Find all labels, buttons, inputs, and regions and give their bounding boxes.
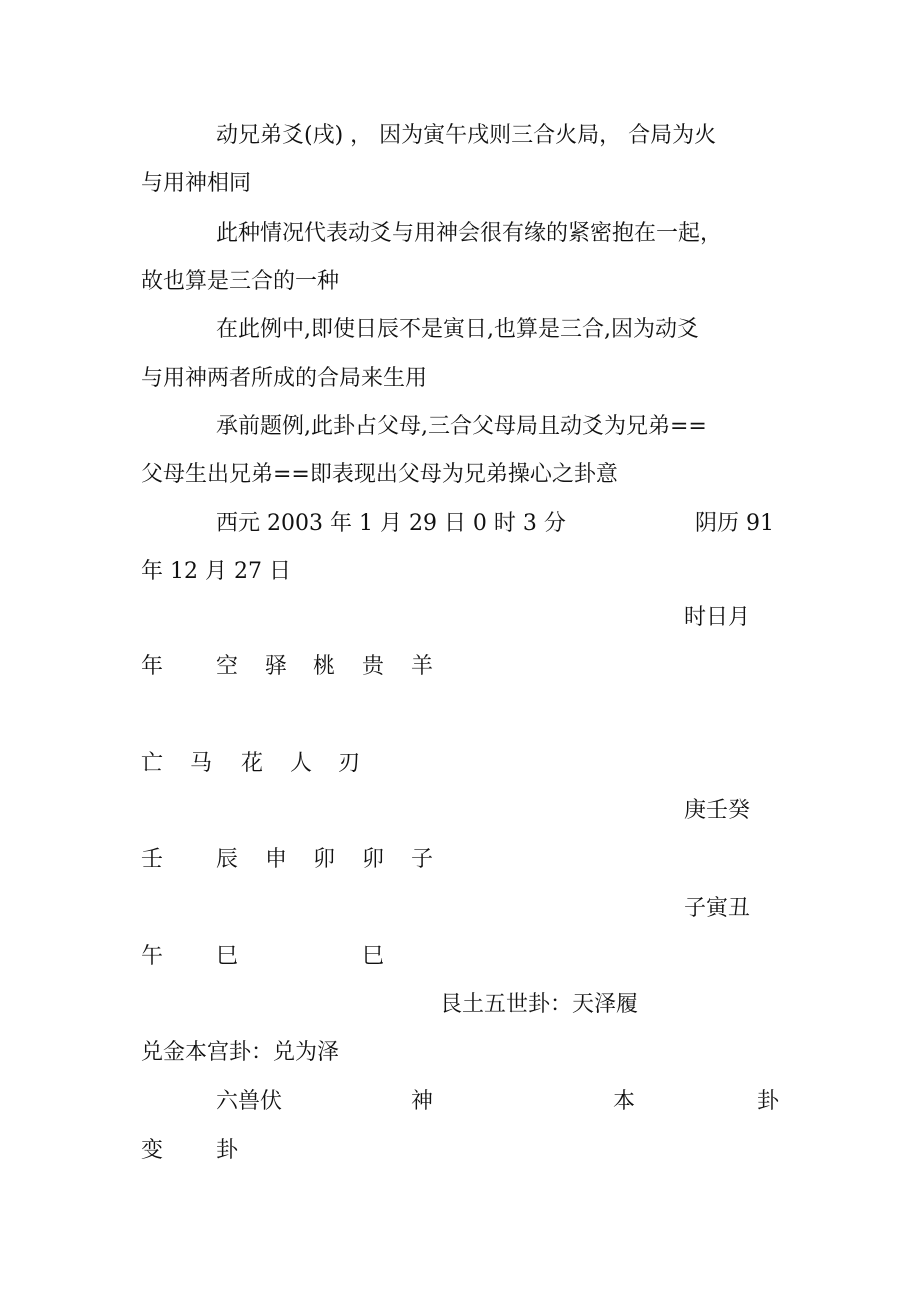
stems-header: 庚壬癸 [684, 798, 751, 823]
date-lunar-start: 阴历 91 [695, 511, 774, 536]
row1-cell-3: 驿 [265, 654, 288, 679]
row3-cell-2: 辰 [216, 847, 239, 872]
paragraph-3-line-1: 在此例中,即使日辰不是寅日,也算是三合,因为动爻 [216, 317, 699, 342]
paragraph-3-line-2: 与用神两者所成的合局来生用 [141, 366, 428, 391]
paragraph-1-line-2: 与用神相同 [141, 171, 252, 196]
row3-cell-3: 申 [265, 847, 288, 872]
row1-cell-1: 年 [141, 654, 164, 679]
row2-cell-5: 刃 [338, 751, 361, 776]
gua-col-2: 神 [411, 1089, 434, 1114]
paragraph-2-line-1: 此种情况代表动爻与用神会很有缘的紧密抱在一起， [216, 221, 723, 246]
gua-last-1: 变 [141, 1138, 164, 1163]
paragraph-2-line-2: 故也算是三合的一种 [141, 269, 340, 294]
gua-title: 艮土五世卦：天泽履 [440, 992, 639, 1017]
branches-header: 子寅丑 [684, 896, 751, 921]
gua-last-2: 卦 [216, 1138, 239, 1163]
row3-cell-5: 卯 [362, 847, 385, 872]
row3-cell-6: 子 [411, 847, 434, 872]
row4-cell-2: 巳 [216, 944, 239, 969]
row1-cell-4: 桃 [313, 654, 336, 679]
row4-cell-3: 巳 [362, 944, 385, 969]
row3-cell-4: 卯 [313, 847, 336, 872]
row4-cell-1: 午 [141, 944, 164, 969]
row3-cell-1: 壬 [141, 847, 164, 872]
row2-cell-1: 亡 [141, 751, 164, 776]
row1-cell-6: 羊 [411, 654, 434, 679]
paragraph-1-line-1: 动兄弟爻(戌) ， 因为寅午戌则三合火局， 合局为火 [216, 123, 717, 148]
row1-cell-2: 空 [216, 654, 239, 679]
row1-cell-5: 贵 [362, 654, 385, 679]
gua-col-4: 卦 [757, 1089, 780, 1114]
gua-col-1: 六兽伏 [216, 1089, 283, 1114]
time-day-month-header: 时日月 [684, 605, 751, 630]
date-solar: 西元 2003 年 1 月 29 日 0 时 3 分 [216, 511, 566, 536]
row2-cell-3: 花 [241, 751, 264, 776]
date-lunar-rest: 年 12 月 27 日 [141, 559, 291, 584]
gua-col-3: 本 [613, 1089, 636, 1114]
paragraph-4-line-2: 父母生出兄弟==即表现出父母为兄弟操心之卦意 [141, 462, 618, 487]
row2-cell-4: 人 [290, 751, 313, 776]
row2-cell-2: 马 [190, 751, 213, 776]
gua-palace: 兑金本宫卦：兑为泽 [141, 1040, 340, 1065]
paragraph-4-line-1: 承前题例,此卦占父母,三合父母局且动爻为兄弟== [216, 414, 707, 439]
